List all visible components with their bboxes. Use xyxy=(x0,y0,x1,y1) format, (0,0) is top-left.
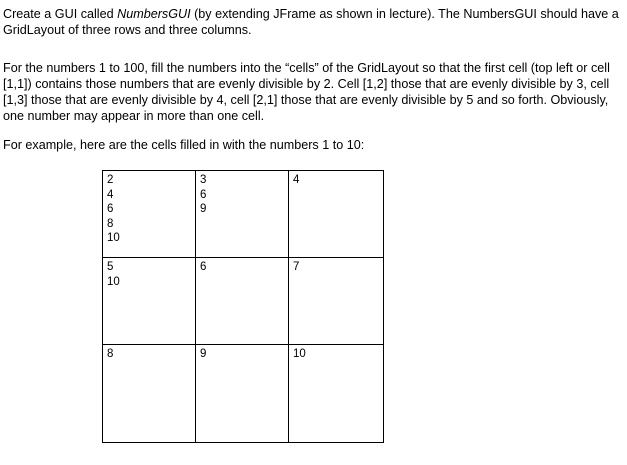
grid-cell-3-1 xyxy=(103,345,196,442)
example-caption: For example, here are the cells filled in with the numbers 1 to 10: xyxy=(3,138,365,152)
cell-number: 7 xyxy=(293,261,300,273)
cell-number: 8 xyxy=(107,348,114,360)
intro-text-start: Create a GUI called xyxy=(3,7,118,21)
cell-number: 6 xyxy=(107,203,114,216)
grid-cell-2-2 xyxy=(196,258,289,345)
instructions-paragraph: For the numbers 1 to 100, fill the numbers into the “cells” of the GridLayout so that the first cell (top left or cell [1,1]) contains those numbers that are evenly divisible by 2. Cell [1,2] those that are evenly divisible by 3, cell [1,3] those that are evenly divisible by 4, cell [2,1] those that are evenly divisible by 5 and so forth. Obviously, one number may appear in more than one cell. xyxy=(3,61,610,123)
example-grid-layout xyxy=(102,170,384,443)
cell-number: 6 xyxy=(200,188,207,201)
cell-number: 10 xyxy=(107,232,120,245)
grid-cell-2-1 xyxy=(103,258,196,345)
cell-number: 4 xyxy=(107,188,114,201)
cell-number: 2 xyxy=(107,174,114,186)
cell-number: 9 xyxy=(200,203,207,216)
cell-number: 8 xyxy=(107,217,114,230)
grid-cell-3-2 xyxy=(196,345,289,442)
grid-cell-3-3 xyxy=(289,345,383,442)
intro-text-end: (by extending JFrame as shown in lecture). The NumbersGUI should have a GridLayout of three rows and three columns. xyxy=(3,7,619,37)
cell-number: 3 xyxy=(200,174,207,186)
class-name-emphasis: NumbersGUI xyxy=(117,7,191,21)
cell-number: 5 xyxy=(107,261,114,273)
cell-number: 4 xyxy=(293,174,300,186)
cell-number: 10 xyxy=(293,348,306,360)
grid-cell-1-1 xyxy=(103,171,196,258)
intro-paragraph xyxy=(3,6,623,38)
grid-cell-1-3 xyxy=(289,171,383,258)
grid-cell-2-3 xyxy=(289,258,383,345)
cell-number: 6 xyxy=(200,261,207,273)
cell-number: 10 xyxy=(107,275,120,288)
grid-cell-1-2 xyxy=(196,171,289,258)
cell-number: 9 xyxy=(200,348,207,360)
